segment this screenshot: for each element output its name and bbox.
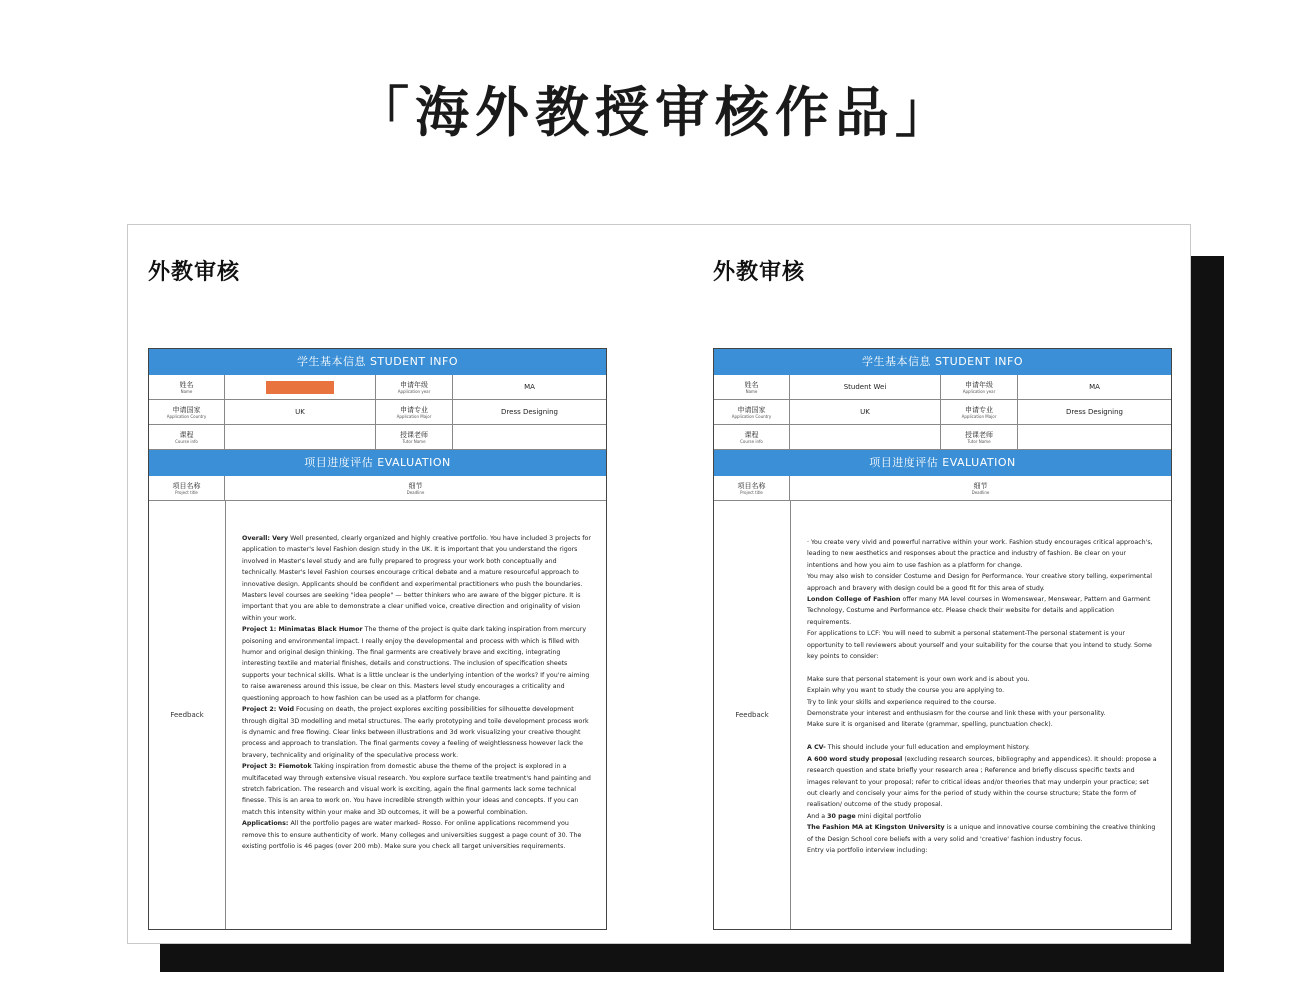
feedback-key-point: Make sure that personal statement is your own work and is about you. [807, 675, 1030, 683]
feedback-entry: Entry via portfolio interview including: [807, 846, 928, 854]
tutor-label: 授课老师 Tutor Name [376, 425, 453, 449]
tutor-value [1018, 425, 1171, 449]
year-label: 申请年级 Application year [376, 375, 453, 399]
course-label: 课程 Course info [714, 425, 790, 449]
form-row-feedback [149, 501, 606, 929]
year-label: 申请年级 Application year [941, 375, 1018, 399]
feedback-key-point: Make sure it is organised and literate (grammar, spelling, punctuation check). [807, 721, 1053, 729]
project-label: 项目名称 Project title [149, 476, 225, 500]
name-value: Student Wei [790, 375, 941, 399]
feedback-key-point: Try to link your skills and experience required to the course. [807, 698, 997, 706]
feedback-text [242, 533, 592, 852]
major-value: Dress Designing [501, 408, 558, 416]
form-row-feedback [714, 501, 1171, 929]
page-title: 「海外教授审核作品」 [355, 81, 955, 144]
feedback-overall: Overall: Very Well presented, clearly organized and highly creative portfolio. You have included 3 projects for application to master's level Fashion design study in the UK. It is important that you understand the rigors involved in Master's level study and are fully prepared to progress your work both conceptually and technically. Master's level Fashion courses encourage critical debate and a mature resourceful approach to innovative design. Applicants should be confident and experimental practitioners who push the boundaries. Masters level courses are seeking "idea people" — better thinkers who are aware of the bigger picture. It is important that you are able to demonstrate a clear unified voice, creative direction and originality of vision within your work. [242, 535, 591, 622]
panel-title: 外教审核 [713, 260, 806, 285]
major-value: Dress Designing [1066, 408, 1123, 416]
major-label: 申请专业 Application Major [376, 400, 453, 424]
review-form [148, 348, 607, 930]
country-label: 申请国家 Application Country [714, 400, 790, 424]
form-row-country [149, 400, 606, 425]
evaluation-header: 项目进度评估 EVALUATION [714, 450, 1171, 476]
feedback-project-3: Project 3: Fiemotok Taking inspiration from domestic abuse the theme of the project is explored in a multifaceted way through extensive visual research. You explore surface textile treatment's hand painting and stretch fabrication. The research and visual work is exciting, again the final garments lack some technical finesse. This is an area to work on. You have incredible strength within your ideas and concepts. If you can match this intensity within your make and 3D outcomes, it will be a powerful combination. [242, 763, 591, 816]
form-row-country [714, 400, 1171, 425]
review-panel-right [713, 225, 1173, 943]
feedback-body [791, 501, 1171, 929]
feedback-portfolio: And a 30 page mini digital portfolio [807, 812, 922, 820]
form-row-course [714, 425, 1171, 450]
review-panel-left [148, 225, 608, 943]
form-row-name [714, 375, 1171, 400]
course-label: 课程 Course info [149, 425, 225, 449]
evaluation-header: 项目进度评估 EVALUATION [149, 450, 606, 476]
feedback-lcf: London College of Fashion offer many MA level courses in Womenswear, Menswear, Pattern and Garment Technology, Costume and Performance etc. Please check their website for details and application requirements. [807, 596, 1151, 626]
major-label: 申请专业 Application Major [941, 400, 1018, 424]
feedback-key-point: Demonstrate your interest and enthusiasm for the course and link these with your personality. [807, 710, 1106, 718]
name-label: 姓名 Name [149, 375, 225, 399]
redacted-name-block [266, 381, 334, 394]
project-label: 项目名称 Project title [714, 476, 790, 500]
tutor-label: 授课老师 Tutor Name [941, 425, 1018, 449]
feedback-key-point: Explain why you want to study the course you are applying to. [807, 687, 1005, 695]
course-value [225, 425, 376, 449]
feedback-study-proposal: A 600 word study proposal (excluding research sources, bibliography and appendices). It should: propose a research question and state briefly your research area ; Reference and briefly discuss specific texts and images relevant to your proposal; refer to critical ideas and/or theories that may underpin your practice; set out clearly and concisely your aims for the period of study within the course structure; State the form of realisation/ outcome of the study proposal. [807, 755, 1157, 809]
year-value: MA [524, 383, 535, 391]
review-form [713, 348, 1172, 930]
student-info-header: 学生基本信息 STUDENT INFO [149, 349, 606, 375]
document-card [127, 224, 1191, 944]
feedback-costume: You may also wish to consider Costume and Design for Performance. Your creative story telling, experimental approach and bravery with design could be a good fit for this area of study. [807, 573, 1152, 592]
feedback-cv: A CV- This should include your full education and employment history. [807, 744, 1030, 752]
feedback-label: Feedback [714, 501, 791, 929]
feedback-kingston: The Fashion MA at Kingston University is a unique and innovative course combining the creative thinking of the Design School core beliefs with a very solid and 'creative' fashion industry focus. [807, 824, 1156, 843]
tutor-value [453, 425, 606, 449]
form-row-project [714, 476, 1171, 501]
course-value [790, 425, 941, 449]
year-value: MA [1089, 383, 1100, 391]
form-row-course [149, 425, 606, 450]
country-value: UK [225, 400, 376, 424]
feedback-project-1: Project 1: Minimatas Black Humor The theme of the project is quite dark taking inspiration from mercury poisoning and environmental impact. I really enjoy the developmental and process with which is filled with humor and original design thinking. The final garments are creatively brave and exciting, integrating interesting textile and material finishes, details and constructions. The inclusion of specification sheets supports your technical skills. What is a little unclear is the underlying intention of the works? If you're aiming to raise awareness around this issue, be clear on this. Masters level study encourages a criticality and questioning approach to how fashion can be used as a platform for change. [242, 626, 590, 702]
country-label: 申请国家 Application Country [149, 400, 225, 424]
feedback-project-2: Project 2: Void Focusing on death, the project explores exciting possibilities for silhouette development through digital 3D modelling and metal structures. The early prototyping and toile development process work is dynamic and free flowing. Clear links between illustrations and 3d work visualizing your creative thought process and approach to translation. The final garments covey a feeling of weightlessness however lack the bravery, technicality and originality of the speculative process work. [242, 706, 589, 759]
name-value [225, 375, 376, 399]
form-row-project [149, 476, 606, 501]
student-info-header: 学生基本信息 STUDENT INFO [714, 349, 1171, 375]
deadline-label: 细节 Deadline [971, 481, 990, 495]
name-label: 姓名 Name [714, 375, 790, 399]
feedback-label: Feedback [149, 501, 226, 929]
country-value: UK [790, 400, 941, 424]
feedback-text [807, 537, 1157, 856]
feedback-applications: Applications: All the portfolio pages are water marked- Rosso. For online applications recommend you remove this to ensure authenticity of work. Many colleges and universities suggest a page count of 30. The existing portfolio is 46 pages (over 200 mb). Make sure you check all target universities requirements. [242, 820, 582, 850]
panel-title: 外教审核 [148, 260, 241, 285]
form-row-name [149, 375, 606, 400]
deadline-label: 细节 Deadline [406, 481, 425, 495]
feedback-body [226, 501, 606, 929]
feedback-applications: For applications to LCF: You will need to submit a personal statement-The personal statement is your opportunity to tell reviewers about yourself and your suitability for the course that you intend to study. Some key points to consider: [807, 630, 1152, 661]
feedback-intro: · You create very vivid and powerful narrative within your work. Fashion study encourages critical approach's, leading to new aesthetics and responses about the practice and industry of fashion. Be clear on your intentions and how you aim to use fashion as a platform for change. [807, 539, 1153, 569]
